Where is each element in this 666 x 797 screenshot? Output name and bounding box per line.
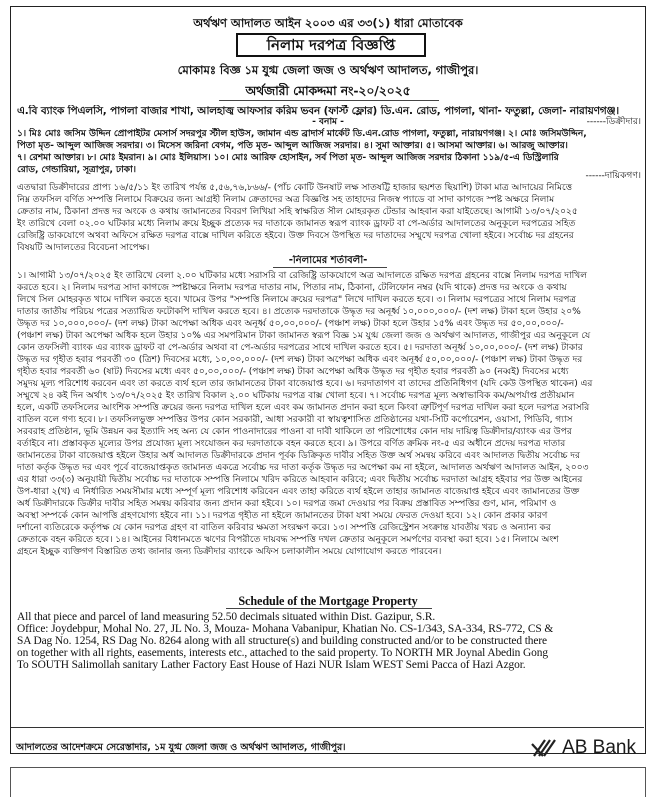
term-line: হলে, একটি তফসিলের আংশিক সম্পত্তি ক্রয়ের জন্য দরপত্র দাখিল হলে এবং কম জামানত প্রদান করা হলে কিংবা ত্রুটিপূর্ণ দরপত্র দাখিল করা হলে দরপত্র সরাসরি <box>17 402 590 413</box>
term-line: বর্তাইবে না। প্রস্তাবকৃত মূল্যের উপর প্রযোজ্য মূল্য সংযোজন কর দরদাতাকে বহন করতে হবে। ৯। উপরে বর্ণিত ক্রমিক নং-৫ এর অধীনে প্রদেয় দরপত্র দাতার <box>17 438 566 449</box>
court-name: মোকামঃ বিজ্ঞ ১ম যুগ্ম জেলা জজ ও অর্থঋণ আদালত, গাজীপুর। <box>177 63 479 77</box>
term-line: অর্ধ ডিক্রীদারকে ডিক্রীর দাবীর সহিত সমন্বয় করিবার জন্য প্রদান করা হইবে। ১০। দরপত্র জমা দেওয়ার পর বিক্রয় প্রস্তাবিত সম্পত্তির গুণ, মান, পরিমাণ ও <box>17 498 557 509</box>
versus-label: - বনাম - <box>312 116 344 127</box>
intro-line: ক্রেতার নাম, ঠিকানা প্রদত্ত দর অংকে ও কথায় জামানতের বিবরণ লিখিয়া সহি স্বাক্ষরিত সীল মোহরকৃত টেন্ডার আহবান করা যাইতেছে। আগামী ১৩/০৭/২০২৫ <box>17 206 578 217</box>
term-line: গৃহীত হবার পরবর্তী ৬০ (ষাট) দিবসের মধ্যে এবং ৫০,০০,০০০/- (পঞ্চাশ লক্ষ) টাকা অপেক্ষা অধিক উদ্ধৃত দর গৃহীত হবার পরবর্তী ৯০ (নব্বই) দিবসের মধ্যে <box>17 366 569 377</box>
term-line: ক্রেতাকে বহন করিতে হবে। ১৪। আইনের বিধানমতে ঋণের বিপরীতে দায়বদ্ধ সম্পত্তি দখল ক্রেতার অনুকূলে সমর্পণের ব্যবস্থা করা হবে। ১৫। নিলামে অংশ <box>17 534 559 545</box>
schedule-line: Office: Joydebpur, Mohal No. 27, JL No. 3, Mouza- Mohana Vabanipur, Khatian No. CS-1/343, SA-334, RS-772, CS & <box>17 623 554 635</box>
debtor-line: ১। মিঃ মোঃ জসিম উদ্দিন প্রোপাইটর মেসার্স সদরপুর স্টীল হাউস, জামান এন্ড ব্রাদার্স মার্কেট ডি.এন.রোড পাগলা, ফতুল্লা, নারায়ণগঞ্জ। ২। মোঃ জসিমউদ্দিন, <box>17 128 587 139</box>
decree-holder-bank: এ.বি ব্যাংক পিএলসি, পাগলা বাজার শাখা, আলহাজ্ব আফসার করিম ভবন (ফার্স্ট ফ্লোর) ডি.এন. রোড, পাগলা, থানা- ফতুল্লা, জেলা- নারায়ণগঞ্জ। <box>17 105 619 117</box>
intro-line: ইং তারিখে বেলা ০২.০০ ঘটিকার মধ্যে নিলাম ক্রয়ে ইচ্ছুক প্রত্যেক দর দাতাকে জামানত স্বরূপ ব্যাংক ড্রাফট বা পে-অর্ডার আদালতের অনুকূলে দরপত্রের সহিত <box>17 218 576 229</box>
term-line: সরবরাহ প্রতিষ্ঠান, ভূমি উন্নয়ন কর ইত্যাদি সহ অন্য যে কোন পাওনাদারের পাওনা বা দাবী থাকিলে তা পরিশোধের কোন দায় দায়িত্ব ডিক্রীদার/ব্যাংক এর উপর <box>17 426 572 437</box>
term-line: উদ্ধৃত দর গৃহীত হবার পরবর্তী ৩০ (ত্রিশ) দিবসের মধ্যে, ১০,০০,০০০/- (দশ লক্ষ) টাকা অপেক্ষা অধিক এবং অনূর্ধ্ব ৫০,০০,০০০/- (পঞ্চাশ লক্ষ) টাকা উদ্ধৃত দর <box>17 354 583 365</box>
term-line: দাতা কর্তৃক উদ্ধৃত দর এবং পূর্বে বাজেয়াপ্তকৃত জামানত একত্রে সর্বোচ্চ দর দাতা কর্তৃক উদ্ধৃত দর অপেক্ষা কম না হইলে, আদালত অর্থঋণ আদালত আইন, ২০০৩ <box>17 462 589 473</box>
schedule-line: All that piece and parcel of land measuring 52.50 decimals situated within Dist. Gazipur, S.R. <box>17 611 436 623</box>
term-line: সমুদয় মূল্য পরিশোধ করবেন এবং তা করতে ব্যর্থ হলে তার জামানতের টাকা বাজেয়াপ্ত হবে। ৬। দরদাতাগণ বা তাদের প্রতিনিধিগণ (যদি কেউ উপস্থিত থাকেন) এর <box>17 378 593 389</box>
term-line: কোন তফসিলী ব্যাংক এর ব্যাংক ড্রাফট বা পে-অর্ডার অথবা বা পে-অর্ডার দরপত্রের সাথে দাখিল করতে হবে। ৫। দরদাতা অনূর্ধ্ব ১০,০০,০০০/- (দশ লক্ষ) টাকার <box>17 342 583 353</box>
term-line: (পঞ্চাশ লক্ষ) টাকা অপেক্ষা অধিক হলে উহার ১০% এর সমপরিমান টাকা জামানত স্বরূপ বিজ্ঞ ১ম যুগ্ম জেলা জজ ও অর্থঋণ আদালত, গাজীপুর এর অনুকূলে যে <box>17 330 591 341</box>
ab-bank-wordmark: AB Bank <box>562 737 636 758</box>
debtor-line: রোড, গেন্ডারিয়া, সূত্রাপুর, ঢাকা। <box>17 164 136 175</box>
term-line: লিখে সিল মোহরকৃত খামে দাখিল করতে হবে। খামের উপর "সম্পত্তি নিলামে ক্রয়ের দরপত্র" লিখে দাখিল করতে হবে। ৩। নিলাম দরপত্রের সাথে নিলাম দরপত্র <box>17 294 577 305</box>
term-line: দর্শানো ব্যতিরেকে কর্তৃপক্ষ যে কোন দরপত্র গ্রহণ বা বাতিল করিবার ক্ষমতা সংরক্ষণ করে। ১৩। সম্পত্তি রেজিস্ট্রেশন সংক্রান্ত যাবতীয় খরচ ও অন্যান্য কর <box>17 522 551 533</box>
schedule-line: SA Dag No. 1254, RS Dag No. 8264 along with all structure(s) and building constructed and/or to be constructed there <box>17 635 547 647</box>
term-line: করতে হবে। ২। নিলাম দরপত্র সাদা কাগজে স্পষ্টাক্ষরে নিলাম দরপত্র দাতার নাম, পিতার নাম, ঠিকানা, টেলিফোন নম্বর (যদি থাকে) প্রদত্ত দর অংকে ও কথায় <box>17 282 567 293</box>
debtor-line: পিতা মৃত- আব্দুল আজিজ সরদার। ৩। মিসেস জরিনা বেগম, পতি মৃত- আব্দুল আজিজ সরদার। ৪। সুমা আক্তার। ৫। আসমা আক্তার। ৬। আরজু আক্তার। <box>17 140 568 151</box>
debtor-label: ------দায়িকগণ। <box>585 170 641 181</box>
term-line: সম্মুখে ২৪ কই দিন অর্থাৎ ১৩/০৭/২০২৫ ইং তারিখ বিকাল ২.০০ ঘটিকায় দরপত্র বাক্স খোলা হবে। ৭। সর্বোচ্চ দরপত্র মূল্য অস্বাভাবিক কম/অপর্যাপ্ত প্রতীয়মান <box>17 390 575 401</box>
schedule-underline <box>226 608 432 609</box>
law-reference: অর্থঋণ আদালত আইন ২০০৩ এর ৩৩(১) ধারা মোতাবেক <box>193 16 463 30</box>
terms-heading: -নিলামের শর্তাবলী- <box>288 255 368 266</box>
decree-holder-label: ------ডিক্রীদার। <box>586 116 641 127</box>
term-line: জামানতের টাকা বাজেয়াপ্ত হইলে উহার অর্ধ আদালত ডিক্রীদারকে প্রদান পূর্বক ডিক্রিকৃত দাবীর সহিত উক্ত অর্থ সমন্বয় করিবে এবং আদালত দ্বিতীয় সর্বোচ্চ দর <box>17 450 580 461</box>
ab-bank-logo <box>531 737 636 759</box>
term-line: ১। আগামী ১৩/০৭/২০২৫ ইং তারিখে বেলা ২.০০ ঘটিকার মধ্যে সরাসরি বা রেজিষ্ট্রি ডাকযোগে অত্র আদালতে রক্ষিত দরপত্র গ্রহনের বাক্সে নিলাম দরপত্র দাখিল <box>17 270 587 281</box>
intro-line: নিম্ন তফসিল বর্ণিত সম্পত্তি নিলামে বিক্রয়ের জন্য আগ্রহী নিলাম ক্রেতাদের অত্র বিজ্ঞপ্তি সহ তাহাদের নিজস্ব প্যাডে বা সাদা কাগজে স্পষ্ট অক্ষরে নিলাম <box>17 194 555 205</box>
terms-underline <box>273 267 387 268</box>
next-notice-border <box>10 767 646 797</box>
ab-bank-mark-icon <box>531 738 557 758</box>
footer-divider <box>11 727 644 728</box>
schedule-line: To SOUTH Salimollah sanitary Lather Factory East House of Hazi NUR Islam WEST Semi Pacca of Hazi Azgor. <box>17 659 526 671</box>
schedule-line: on together with all rights, easements, interests etc., attached to the said property. To NORTH MR Joynal Abedin Gong <box>17 647 548 659</box>
term-line: উপ-ধারা ২(খ) এ নির্ধারিত সময়সীমার মধ্যে সম্পূর্ণ মূল্য পরিশোধ করিবেন এবং তাহা করিতে ব্যর্থ হইলে তাহার জামানত বাজেয়াপ্ত হইবে এবং জামানতের উক্ত <box>17 486 580 497</box>
schedule-title: Schedule of the Mortgage Property <box>238 594 418 608</box>
signature-line: আদালতের আদেশক্রমে সেরেস্তাদার, ১ম যুগ্ম জেলা জজ ও অর্থঋণ আদালত, গাজীপুর। <box>16 742 346 753</box>
term-line: উদ্ধৃত দর ১০,০০০,০০০/- (দশ লক্ষ) টাকা অপেক্ষা অধিক এবং অনূর্ধ্ব ৫০,০০,০০০/- (পঞ্চাশ লক্ষ) টাকা হলে উহার ১৫% এবং উদ্ধৃত দর ৫০,০০,০০০/- <box>17 318 564 329</box>
term-line: দাতার জাতীয় পরিচয় পত্রের সত্যায়িত ফটোকপি দাখিল করতে হবে। ৪। প্রত্যেক দরদাতাকে উদ্ধৃত দর অনূর্ধ্ব ১০,০০০,০০০/- (দশ লক্ষ) টাকা হলে উহার ২০% <box>17 306 581 317</box>
term-line: অবস্থা সম্পর্কে কোন আপত্তি গ্রহণযোগ্য হইবে না। ১১। দরপত্র গৃহীত না হইলে জামানতের টাকা যথা সময়ে ফেরত দেওয়া হবে। ১২। কোন প্রকার কারণ <box>17 510 548 521</box>
intro-line: বিষয়টি আদালতের বিবেচনা সাপেক্ষ। <box>17 242 150 253</box>
case-underline <box>219 100 439 101</box>
case-number: অর্থজারী মোকদ্দমা নং-২০/২০২৫ <box>245 83 411 98</box>
term-line: এর ধারা ৩৩(৩) অনুযায়ী দ্বিতীয় সর্বোচ্চ দর দাতাকে সম্পত্তি নিলামে খরিদ করিতে আহবান করিবে; এবং দ্বিতীয় সর্বোচ্চ দরদাতা আগ্রহ হইবার পর উক্ত আইনের <box>17 474 583 485</box>
auction-notice <box>10 6 646 754</box>
term-line: গ্রহনে ইচ্ছুক ব্যক্তিগণ বিস্তারিত তথ্য জানার জন্য ডিক্রীদার ব্যাংকে অফিস চলাকালীন সময়ে যোগাযোগ করতে পারবেন। <box>17 546 442 557</box>
intro-line: রেজিষ্ট্রি ডাকযোগে অথবা অফিসে রক্ষিত দরপত্র বাক্সে দাখিল করিতে হইবে। উক্ত দিবসে উপস্থিত দর দাতাদের সম্মুখে দরপত্র খোলা হইবে। সর্বোচ্চ দর গ্রহনের <box>17 230 574 241</box>
term-line: বাতিল বলে গণ্য হবে। ৮। তফসিলভুক্ত সম্পত্তির উপর কোন সরকারী, আধা সরকারী বা স্বায়ত্বশাসিত প্রতিষ্ঠানের যথা-সিটি কর্পোরেশন, ওয়াসা, পিডিবি, গ্যাস <box>17 414 573 425</box>
debtor-line: ৭। রেশমা আক্তার। ৮। মোঃ ইমরান। ৯। মোঃ ইলিয়াস। ১০। মোঃ আরিফ হোসাইন, সর্ব পিতা মৃত- আব্দুল আজিজ সরদার ঠিকানা ১১৯/৫-এ ডিস্ট্রিলারি <box>17 152 559 163</box>
intro-line: এতদ্বারা ডিক্রীদারের প্রাপ্য ১৬/৫/১১ ইং তারিখ পর্যন্ত ৫,৫৬,৭৬,৮৬৬/- (পাঁচ কোটি উনষাট লক্ষ সাতষট্টি হাজার ছয়শত ছিয়াশি) টাকা মাত্র আদায়ের নিমিত্তে <box>17 182 573 193</box>
notice-title: নিলাম দরপত্র বিজ্ঞপ্তি <box>236 33 426 57</box>
